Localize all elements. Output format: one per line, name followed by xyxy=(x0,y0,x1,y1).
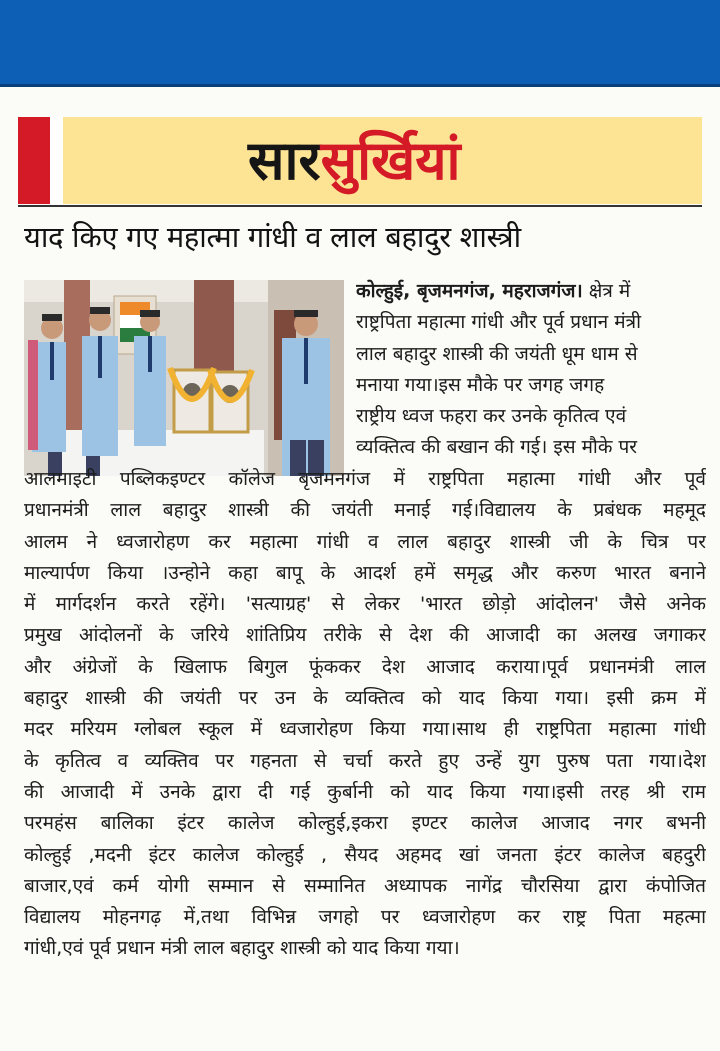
article-line: प्रमुख आंदोलनों के जरिये शांतिप्रिय तरीके से देश की आजादी का अलख जगाकर xyxy=(24,624,706,647)
article-line: विद्यालय मोहनगढ़ में,तथा विभिन्न जगहो पर ध्वजारोहण कर राष्ट्र पिता महत्मा xyxy=(24,906,706,929)
section-title xyxy=(248,123,461,199)
article-line: गांधी,एवं पूर्व प्रधान मंत्री लाल बहादुर शास्त्री को याद किया गया। xyxy=(24,937,460,960)
article-lead-column xyxy=(356,276,704,464)
article-line: कोल्हुई ,मदनी इंटर कालेज कोल्हुई , सैयद अहमद खां जनता इंटर कालेज बहदुरी xyxy=(24,843,706,866)
news-photo xyxy=(24,280,344,476)
article-line: आलम ने ध्वजारोहण कर महात्मा गांधी व लाल बहादुर शास्त्री जी के चित्र पर xyxy=(24,530,706,553)
section-masthead xyxy=(18,117,702,204)
article-line: लाल बहादुर शास्त्री की जयंती धूम धाम से xyxy=(356,342,638,365)
article-line: में मार्गदर्शन करते रहेंगे। 'सत्याग्रह' से लेकर 'भारत छोड़ो आंदोलन' जैसे अनेक xyxy=(24,593,706,616)
article-line: माल्यार्पण किया ।उन्होने कहा बापू के आदर्श हमें समृद्ध और करुण भारत बनाने xyxy=(24,561,706,584)
article-headline: याद किए गए महात्मा गांधी व लाल बहादुर शास्त्री xyxy=(24,220,521,254)
article-line: के कृतित्व व व्यक्तिव पर गहनता से चर्चा करते हुए उन्हें युग पुरुष पता गया।देश xyxy=(24,749,706,772)
article-line: बहादुर शास्त्री की जयंती पर उन के व्यक्तित्व को याद किया गया। इसी क्रम में xyxy=(24,687,706,710)
section-title-black: सार xyxy=(248,129,321,192)
article-line: परमहंस बालिका इंटर कालेज कोल्हुई,इकरा इण्टर कालेज आजाद नगर बभनी xyxy=(24,812,706,835)
masthead-red-bar xyxy=(18,117,50,204)
article-line: मनाया गया।इस मौके पर जगह जगह xyxy=(356,373,605,396)
article-line: की आजादी में उनके द्वारा दी गई कुर्बानी को याद किया गया।इसी तरह श्री राम xyxy=(24,780,706,803)
article-body xyxy=(24,464,706,965)
masthead-white-bar xyxy=(50,117,63,204)
article-line: बाजार,एवं कर्म योगी सम्मान से सम्मानित अध्यापक नागेंद्र चौरसिया द्वारा कंपोजित xyxy=(24,874,706,897)
article-line: राष्ट्रीय ध्वज फहरा कर उनके कृतित्व एवं xyxy=(356,405,627,428)
news-photo-illustration xyxy=(24,280,344,476)
headline-divider xyxy=(18,205,702,207)
article-line: प्रधानमंत्री लाल बहादुर शास्त्री की जयंती मनाई गई।विद्यालय के प्रबंधक महमूद xyxy=(24,499,706,522)
article-line: क्षेत्र में xyxy=(588,280,631,302)
article-dateline: कोल्हुई, बृजमनगंज, महराजगंज। xyxy=(356,280,583,302)
article-line: राष्ट्रपिता महात्मा गांधी और पूर्व प्रधान मंत्री xyxy=(356,311,642,334)
top-color-band xyxy=(0,0,720,87)
article-line: व्यक्तित्व की बखान की गई। इस मौके पर xyxy=(356,436,638,459)
section-title-red: सुर्खियां xyxy=(320,129,461,192)
article-line: मदर मरियम ग्लोबल स्कूल में ध्वजारोहण किया गया।साथ ही राष्ट्रपिता महात्मा गांधी xyxy=(24,718,706,741)
article-line: आलमाइटी पब्लिकइण्टर कॉलेज बृजमनगंज में राष्ट्रपिता महात्मा गांधी और पूर्व xyxy=(24,468,706,490)
article-line: और अंग्रेजों के खिलाफ बिगुल फूंककर देश आजाद कराया।पूर्व प्रधानमंत्री लाल xyxy=(24,655,706,678)
